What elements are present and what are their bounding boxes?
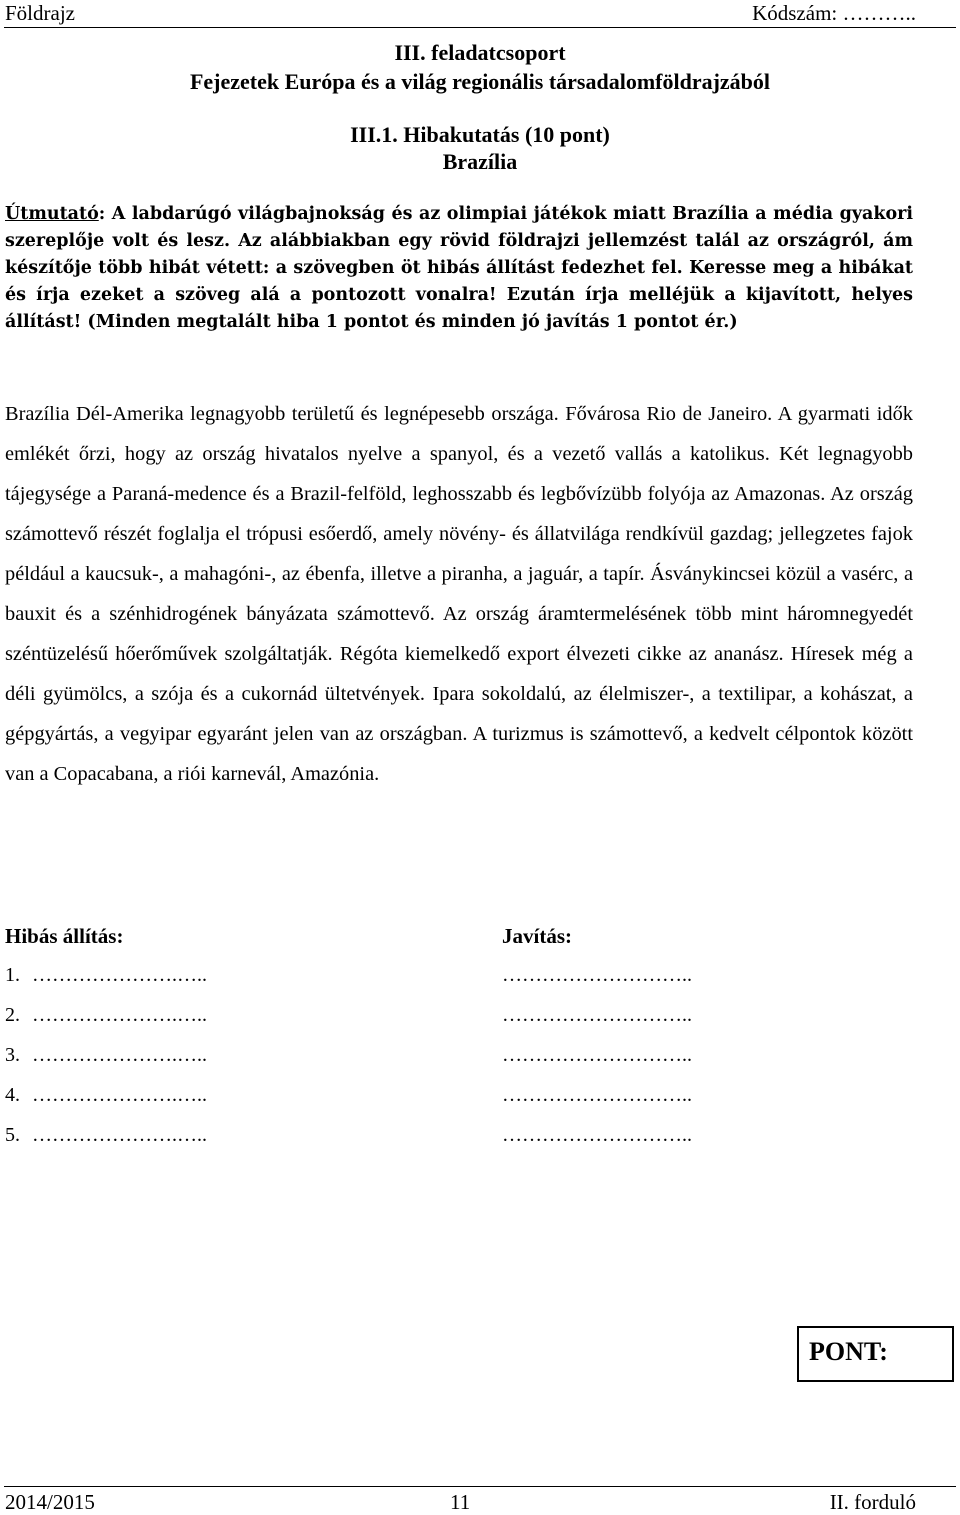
passage-text: Brazília Dél-Amerika legnagyobb területű és legnépesebb országa. Fővárosa Rio de Janeiro. A gyarmati idők emlékét őrzi, hogy az ország hivatalos nyelve a spanyol, és a vezető vallás a katolikus. Két legnagyobb tájegysége a Paraná-medence és a Brazil-felföld, leghosszabb és legbővízübb folyója az Amazonas. Az ország számottevő részét foglalja el trópusi esőerdő, amely növény- és állatvilága rendkívül gazdag; jellegzetes fajok például a kaucsuk-, a mahagóni-, az ébenfa, illetve a piranha, a jaguár, a tapír. Ásványkincsei közül a vasérc, a bauxit és a szénhidrogének bányázata számottevő. Az ország áramtermelésének több mint háromnegyedét széntüzelésű hőerőművek szolgáltatják. Régóta kiemelkedő export élvezeti cikke az ananász. Híresek még a déli gyümölcs, a szója és a cukornád ültetvények. Ipara sokoldalú, az élelmiszer-, a textilipar, a kohászat, a gépgyártás, a vegyipar egyaránt jelen van az országban. A turizmus is számottevő, a kedvelt célpontok között van a Copacabana, a riói karnevál, Amazónia. xyxy=(5,403,913,785)
footer-round: II. forduló xyxy=(829,1490,916,1514)
wrong-statement-header: Hibás állítás: xyxy=(5,924,124,948)
correction-blank[interactable]: ……………………….. xyxy=(502,1044,692,1066)
answer-row-number: 3. xyxy=(5,1044,20,1066)
answer-row-number: 1. xyxy=(5,964,20,986)
correction-blank[interactable]: ……………………….. xyxy=(502,1124,692,1146)
instructions-text: : A labdarúgó világbajnokság és az olimpiai játékok miatt Brazília a média gyakori szereplője volt és lesz. Az alábbiakban egy rövid földrajzi jellemzést talál az országról, ám készítője több hibát vétett: a szövegben öt hibás állítást fedezhet fel. Keresse meg a hibákat és írja ezeket a szöveg alá a pontozott vonalra! Ezután írja melléjük a kijavított, helyes állítást! (Minden megtalált hiba 1 pontot és minden jó javítás 1 pontot ér.) xyxy=(5,204,913,332)
header-rule xyxy=(4,27,956,28)
section-subtitle: Fejezetek Európa és a világ regionális társadalomföldrajzából xyxy=(189,69,771,94)
instructions xyxy=(5,201,913,336)
footer-page-number: 11 xyxy=(450,1490,471,1514)
correction-header: Javítás: xyxy=(502,924,572,948)
header-subject: Földrajz xyxy=(5,1,75,25)
correction-blank[interactable]: ……………………….. xyxy=(502,1004,692,1026)
footer-year: 2014/2015 xyxy=(5,1490,95,1514)
correction-blank[interactable]: ……………………….. xyxy=(502,964,692,986)
wrong-statement-blank[interactable]: ………………….….. xyxy=(32,964,207,986)
wrong-statement-blank[interactable]: ………………….….. xyxy=(32,1124,207,1146)
wrong-statement-blank[interactable]: ………………….….. xyxy=(32,1004,207,1026)
score-label: PONT: xyxy=(809,1337,888,1366)
score-box xyxy=(797,1326,954,1382)
footer-rule xyxy=(4,1486,956,1487)
wrong-statement-blank[interactable]: ………………….….. xyxy=(32,1084,207,1106)
section-group-title: III. feladatcsoport xyxy=(394,40,566,65)
correction-blank[interactable]: ……………………….. xyxy=(502,1084,692,1106)
instructions-label: Útmutató xyxy=(5,204,99,224)
task-topic: Brazília xyxy=(442,149,518,174)
answer-row-number: 4. xyxy=(5,1084,20,1106)
answer-row-number: 2. xyxy=(5,1004,20,1026)
task-title: III.1. Hibakutatás (10 pont) xyxy=(350,122,610,147)
wrong-statement-blank[interactable]: ………………….….. xyxy=(32,1044,207,1066)
answer-row-number: 5. xyxy=(5,1124,20,1146)
header-code-label: Kódszám: ……….. xyxy=(752,1,916,25)
